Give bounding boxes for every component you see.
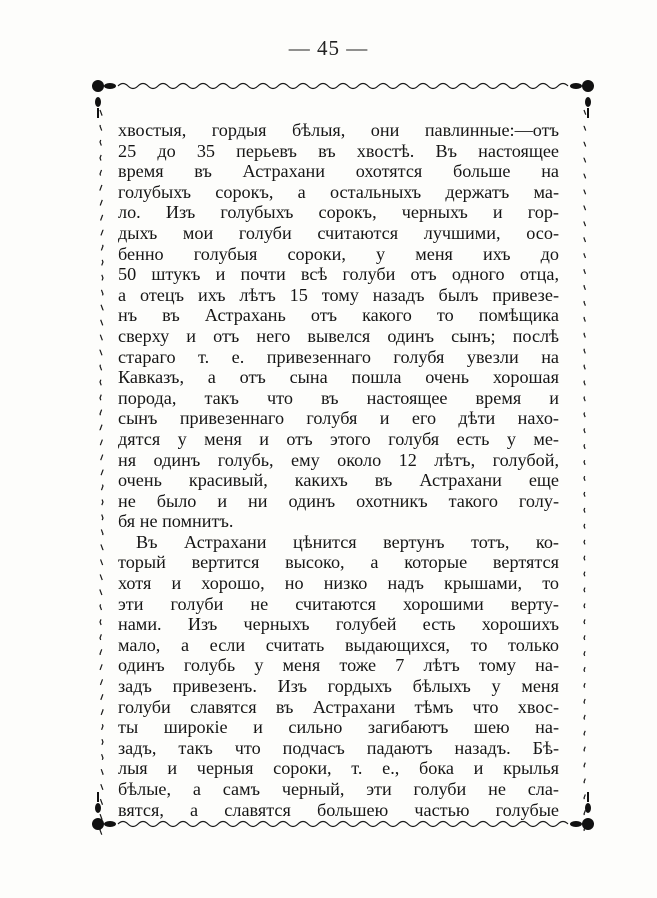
- text-line: ты широкіе и сильно загибаютъ шею на-: [118, 717, 559, 738]
- text-line: одинъ голубь у меня тоже 7 лѣтъ тому на-: [118, 655, 559, 676]
- text-line: Кавказъ, а отъ сына пошла очень хорошая: [118, 367, 559, 388]
- text-line: задъ, такъ что подчасъ падаютъ назадъ. Бѣ-: [118, 737, 559, 758]
- text-line: нами. Изъ черныхъ голубей есть хорошихъ: [118, 614, 559, 635]
- text-line: стараго т. е. привезеннаго голубя увезли на: [118, 346, 559, 367]
- text-line: хвостыя, гордыя бѣлыя, они павлинные:—отъ: [118, 120, 559, 140]
- text-line: эти голуби не считаются хорошими верту-: [118, 593, 559, 614]
- text-line: задъ привезенъ. Изъ гордыхъ бѣлыхъ у меня: [118, 676, 559, 697]
- text-line: сверху и отъ него вывелся одинъ сынъ; послѣ: [118, 325, 559, 346]
- text-line: 50 штукъ и почти всѣ голуби отъ одного отца,: [118, 264, 559, 285]
- text-line: голуби славятся въ Астрахани тѣмъ что хвос-: [118, 696, 559, 717]
- text-line: время въ Астрахани охотятся больше на: [118, 161, 559, 182]
- text-line: голубыхъ сорокъ, а остальныхъ держатъ ма-: [118, 181, 559, 202]
- text-line: не было и ни одинъ охотникъ такого голу-: [118, 490, 559, 511]
- text-line: дыхъ мои голуби считаются лучшими, осо-: [118, 222, 559, 243]
- text-line: а отецъ ихъ лѣтъ 15 тому назадъ былъ привезе-: [118, 284, 559, 305]
- text-line: торый вертится высоко, а которые вертятся: [118, 552, 559, 573]
- text-line: вятся, а славятся большею частью голубые: [118, 799, 559, 820]
- text-line: бѣлые, а самъ черный, эти голуби не сла-: [118, 779, 559, 799]
- text-line: очень красивый, какихъ въ Астрахани еще: [118, 470, 559, 491]
- text-line: порода, такъ что въ настоящее время и: [118, 387, 559, 408]
- text-line: нъ въ Астрахань отъ какого то помѣщика: [118, 305, 559, 326]
- text-line: лыя и черныя сороки, т. е., бока и крылья: [118, 758, 559, 779]
- text-line: хотя и хорошо, но низко надъ крышами, то: [118, 573, 559, 594]
- text-line: Въ Астрахани цѣнится вертунъ тотъ, ко-: [136, 531, 559, 552]
- text-line: ло. Изъ голубыхъ сорокъ, черныхъ и гор-: [118, 202, 559, 223]
- text-line: ня одинъ голубь, ему около 12 лѣтъ, голубой,: [118, 449, 559, 470]
- text-body: [118, 120, 559, 820]
- page-number: — 45 —: [288, 36, 369, 60]
- text-line: 25 до 35 перьевъ въ хвостѣ. Въ настоящее: [118, 140, 559, 161]
- text-line: мало, а если считать выдающихся, то только: [118, 634, 559, 655]
- text-line: бя не помнитъ.: [118, 511, 234, 532]
- text-line: сынъ привезеннаго голубя и его дѣти нахо-: [118, 408, 559, 429]
- text-line: дятся у меня и отъ этого голубя есть у ме-: [118, 428, 559, 449]
- text-line: бенно голубыя сороки, у меня ихъ до: [118, 243, 559, 264]
